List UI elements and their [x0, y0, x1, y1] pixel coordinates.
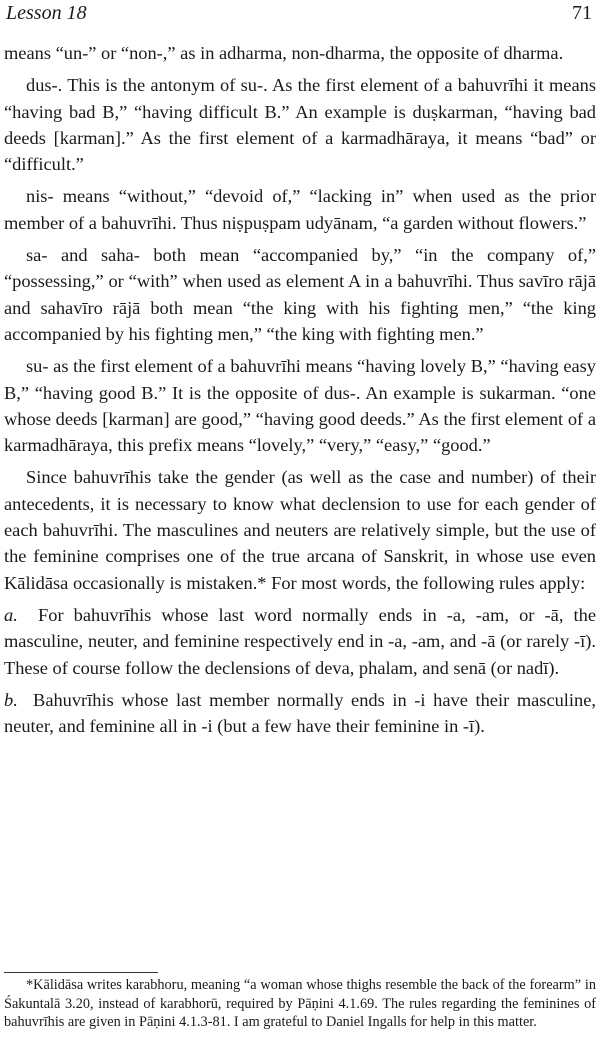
rule-label-b: b.	[4, 689, 18, 710]
rule-item-a	[4, 602, 596, 681]
footnote: *Kālidāsa writes karabhoru, meaning “a woman whose thighs resemble the back of the forearm” in Śakuntalā 3.20, instead of karabhorū, required by Pāṇini 4.1.69. The rules regarding the feminines of bahuvrīhis are given in Pāṇini 4.1.3-81. I am grateful to Daniel Ingalls for help in this matter.	[4, 977, 596, 1031]
paragraph-nis: nis- means “without,” “devoid of,” “lacking in” when used as the prior member of a bahuvrīhi. Thus niṣpuṣpam udyānam, “a garden without flowers.”	[4, 186, 596, 233]
rule-text-a: For bahuvrīhis whose last word normally ends in -a, -am, or -ā, the masculine, neuter, and feminine respectively end in -a, -am, and -ā (or rarely -ī). These of course follow the declensions of deva, phalam, and senā (or nadī).	[4, 604, 596, 678]
page-number: 71	[572, 2, 592, 24]
paragraph-dus: dus-. This is the antonym of su-. As the first element of a bahuvrīhi it means “having bad B,” “having difficult B.” An example is duṣkarman, “having bad deeds [karman].” As the first element of a karmadhāraya, it means “bad” or “difficult.”	[4, 75, 596, 175]
paragraph-continuation: means “un-” or “non-,” as in adharma, non-dharma, the opposite of dharma.	[4, 43, 564, 63]
rule-text-b: Bahuvrīhis whose last member normally ends in -i have their masculine, neuter, and feminine all in -i (but a few have their feminine in -ī).	[4, 689, 596, 737]
paragraph-gender: Since bahuvrīhis take the gender (as well as the case and number) of their antecedents, it is necessary to know what declension to use for each gender of each bahuvrīhi. The masculines and neuters are relatively simple, but the use of the feminine comprises one of the true arcana of Sanskrit, in whose use even Kālidāsa occasionally is mistaken.* For most words, the following rules apply:	[4, 467, 596, 593]
lesson-title: Lesson 18	[6, 2, 87, 24]
paragraph-sa-saha: sa- and saha- both mean “accompanied by,” “in the company of,” “possessing,” or “with” when used as element A in a bahuvrīhi. Thus savīro rājā and sahavīro rājā both mean “the king with his fighting men,” “the king accompanied by his fighting men,” “the king with fighting men.”	[4, 245, 596, 344]
main-text	[4, 40, 596, 745]
rule-item-b	[4, 687, 596, 740]
running-header	[6, 0, 592, 30]
paragraph-su: su- as the first element of a bahuvrīhi means “having lovely B,” “having easy B,” “having good B.” It is the opposite of dus-. An example is sukarman. “one whose deeds [karman] are good,” “having good deeds.” As the first element of a karmadhāraya, this prefix means “lovely,” “very,” “easy,” “good.”	[4, 356, 596, 456]
footnote-divider	[4, 972, 158, 973]
rule-label-a: a.	[4, 604, 18, 625]
